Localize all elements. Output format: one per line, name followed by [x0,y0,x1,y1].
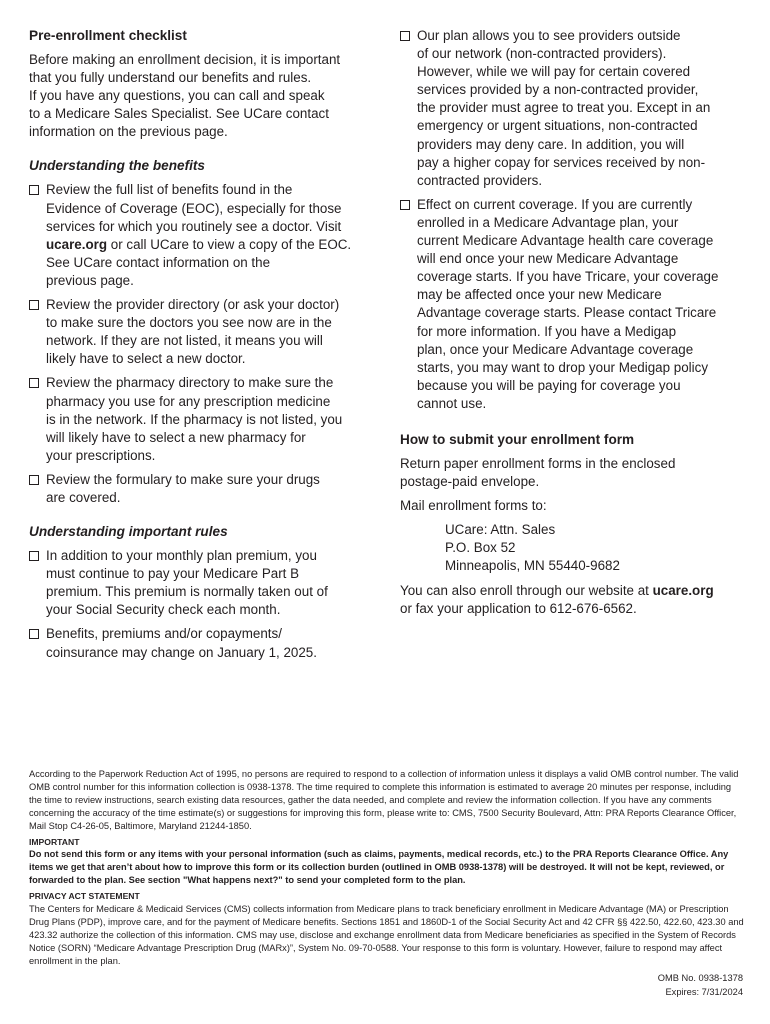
checkbox-icon[interactable] [29,475,39,485]
checkbox-icon[interactable] [29,185,39,195]
address-line: P.O. Box 52 [445,540,516,556]
rules-heading: Understanding important rules [29,524,228,540]
checkbox-icon[interactable] [29,551,39,561]
ucare-link[interactable]: ucare.org [652,582,714,598]
important-notice: Do not send this form or any items with your personal information (such as claims, payments, medical records, etc.) to the PRA Reports Clearance Office. Any items we get that aren’t about how to improve this form or its collection burden (outlined in OMB 0938-1378) will be destroyed. It will not be kept, reviewed, or forwarded to the plan. See section "What happens next?" to send your completed form to the plan. [29,849,729,886]
mail-label: Mail enrollment forms to: [400,498,547,514]
checklist-item-part-b[interactable]: In addition to your monthly plan premium, you must continue to pay your Medicare Part B premium. This premium is normally taken out of your Social Security check each month. [29,547,374,619]
privacy-statement: The Centers for Medicare & Medicaid Services (CMS) collects information from Medicare plans to track beneficiary enrollment in Medicare Advantage (MA) or Prescription Drug Plans (PDP), improve care, and for the payment of Medicare benefits. Sections 1851 and 1860D-1 of the Social Security Act and 42 CFR §§ 422.50, 422.60, 423.30 and 423.32 authorize the collection of this information. CMS may use, disclose and exchange enrollment data from Medicare beneficiaries as specified in the System of Records Notice (SORN) “Medicare Advantage Prescription Drug (MARx)”, System No. 09-70-0588. Your response to this form is voluntary. However, failure to respond may affect enrollment in the plan. [29,904,744,966]
submit-paragraph: Return paper enrollment forms in the enclosed postage-paid envelope. [400,455,676,490]
mailing-address [400,521,745,575]
omb-expiration: Expires: 7/31/2024 [665,987,743,997]
checklist-title: Pre-enrollment checklist [29,28,187,43]
checkbox-icon[interactable] [29,378,39,388]
checklist-item-formulary[interactable]: Review the formulary to make sure your drugs are covered. [29,471,374,507]
checklist-item-current-coverage[interactable]: Effect on current coverage. If you are currently enrolled in a Medicare Advantage plan, your current Medicare Advantage health care coverage will end once your new Medicare Advantage coverage starts. If you have Tricare, your coverage may be affected once your new Medicare Advantage coverage starts. Please contact Tricare for more information. If you have a Medigap plan, once your Medicare Advantage coverage starts, you may want to drop your Medigap policy because you will be paying for coverage you cannot use. [400,196,745,413]
checklist-item-pharmacy-directory[interactable]: Review the pharmacy directory to make sure the pharmacy you use for any prescription medicine is in the network. If the pharmacy is not listed, you will likely have to select a new pharmacy for your prescriptions. [29,374,374,464]
checklist-item-benefits-change[interactable]: Benefits, premiums and/or copayments/ coinsurance may change on January 1, 2025. [29,625,374,661]
paperwork-reduction-notice: According to the Paperwork Reduction Act of 1995, no persons are required to respond to a collection of information unless it displays a valid OMB control number. The valid OMB control number for this information collection is 0938-1378. The time required to complete this information is estimated to average 20 minutes per response, including the time to review instructions, search existing data resources, gather the data needed, and complete and review the information collection. If you have any comments concerning the accuracy of the time estimate(s) or suggestions for improving this form, please write to: CMS, 7500 Security Boulevard, Attn: PRA Reports Clearance Officer, Mail Stop C4-26-05, Baltimore, Maryland 21244-1850. [29,769,739,831]
omb-number: OMB No. 0938-1378 [657,973,743,983]
right-column [400,27,745,618]
omb-info [658,971,743,999]
benefits-heading: Understanding the benefits [29,158,205,174]
online-enroll-paragraph: You can also enroll through our website at ucare.org or fax your application to 612-676-6562. [400,582,714,616]
checklist-item-provider-directory[interactable]: Review the provider directory (or ask your doctor) to make sure the doctors you see now are in the network. If they are not listed, it means you will likely have to select a new doctor. [29,296,374,368]
left-column [29,27,374,668]
checkbox-icon[interactable] [29,629,39,639]
checklist-item-out-of-network[interactable]: Our plan allows you to see providers outside of our network (non-contracted providers). However, while we will pay for certain covered services provided by a non-contracted provider, the provider must agree to treat you. Except in an emergency or urgent situations, non-contracted providers may deny care. In addition, you will pay a higher copay for services received by non- contracted providers. [400,27,745,190]
important-heading: IMPORTANT [29,836,80,847]
checkbox-icon[interactable] [29,300,39,310]
submit-heading: How to submit your enrollment form [400,431,635,447]
address-line: UCare: Attn. Sales [445,522,556,538]
checkbox-icon[interactable] [400,200,410,210]
checkbox-icon[interactable] [400,31,410,41]
legal-notice [29,768,744,971]
ucare-link[interactable]: ucare.org [46,236,108,252]
intro-paragraph: Before making an enrollment decision, it is important that you fully understand our benefits and rules. If you have any questions, you can call and speak to a Medicare Sales Specialist. See UCare contact information on the previous page. [29,52,341,140]
checklist-item-eoc[interactable]: Review the full list of benefits found in the Evidence of Coverage (EOC), especially for those services for which you routinely see a doctor. Visit ucare.org or call UCare to view a copy of the EOC. See UCare contact information on the previous page. [29,181,374,290]
privacy-heading: PRIVACY ACT STATEMENT [29,891,140,902]
address-line: Minneapolis, MN 55440-9682 [445,558,620,574]
